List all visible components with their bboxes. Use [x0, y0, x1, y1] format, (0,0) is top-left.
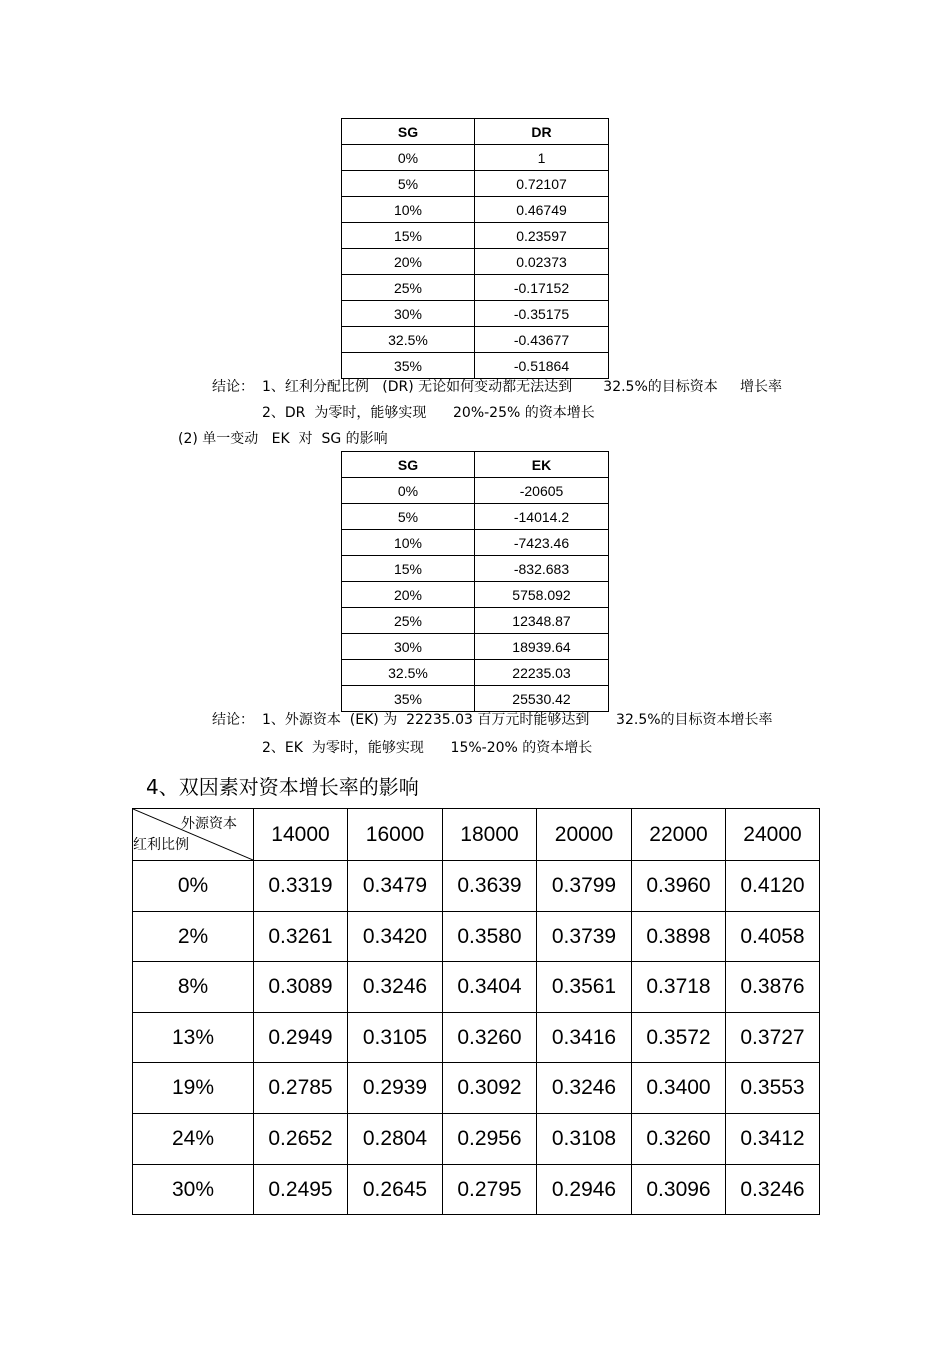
matrix-cell: 0.4120: [726, 861, 820, 912]
section-2-title: (2) 单一变动 EK 对 SG 的影响: [178, 431, 388, 447]
corner-label-external-capital: 外源资本: [181, 816, 237, 832]
matrix-cell: 0.2956: [443, 1114, 537, 1165]
value-cell: -0.35175: [475, 301, 609, 327]
table-row: [342, 145, 609, 171]
value-cell: -0.43677: [475, 327, 609, 353]
matrix-cell: 0.3412: [726, 1114, 820, 1165]
conclusion-1-label: 结论：: [212, 379, 254, 395]
sg-ek-table: [341, 451, 609, 712]
sg-cell: 32.5%: [342, 327, 475, 353]
table-row: [342, 504, 609, 530]
matrix-cell: 0.3260: [632, 1114, 726, 1165]
matrix-cell: 0.3960: [632, 861, 726, 912]
matrix-cell: 0.3479: [348, 861, 443, 912]
matrix-header-row: [133, 809, 820, 861]
table-row: [342, 327, 609, 353]
sg-cell: 5%: [342, 504, 475, 530]
matrix-cell: 0.2949: [254, 1013, 348, 1063]
matrix-cell: 0.3580: [443, 912, 537, 962]
matrix-cell: 0.3096: [632, 1165, 726, 1215]
matrix-cell: 0.3400: [632, 1063, 726, 1114]
sg-cell: 0%: [342, 145, 475, 171]
value-cell: 18939.64: [475, 634, 609, 660]
table-row: [342, 249, 609, 275]
sg-cell: 10%: [342, 530, 475, 556]
value-cell: 1: [475, 145, 609, 171]
matrix-cell: 0.2939: [348, 1063, 443, 1114]
value-cell: -14014.2: [475, 504, 609, 530]
sg-cell: 35%: [342, 686, 475, 712]
sg-cell: 10%: [342, 197, 475, 223]
corner-label-dividend-ratio: 红利比例: [133, 837, 189, 853]
value-cell: 0.46749: [475, 197, 609, 223]
matrix-cell: 0.3089: [254, 962, 348, 1013]
matrix-column-header: 16000: [348, 809, 443, 861]
sg-dr-table: [341, 118, 609, 379]
matrix-cell: 0.4058: [726, 912, 820, 962]
matrix-cell: 0.3799: [537, 861, 632, 912]
sg-cell: 15%: [342, 556, 475, 582]
table-row: [342, 275, 609, 301]
matrix-row-label: 13%: [133, 1013, 254, 1063]
column-header-ek: EK: [475, 452, 609, 478]
matrix-row: [133, 1165, 820, 1215]
value-cell: 22235.03: [475, 660, 609, 686]
matrix-cell: 0.3105: [348, 1013, 443, 1063]
section-4-title: 4、双因素对资本增长率的影响: [146, 775, 419, 799]
table-row: [342, 353, 609, 379]
table-row: [342, 478, 609, 504]
matrix-cell: 0.2785: [254, 1063, 348, 1114]
matrix-row: [133, 912, 820, 962]
table-row: [342, 582, 609, 608]
table-row: [342, 556, 609, 582]
column-header-sg: SG: [342, 119, 475, 145]
matrix-cell: 0.3108: [537, 1114, 632, 1165]
matrix-row-label: 19%: [133, 1063, 254, 1114]
sg-cell: 15%: [342, 223, 475, 249]
sg-cell: 30%: [342, 301, 475, 327]
table-row: [342, 223, 609, 249]
matrix-cell: 0.2652: [254, 1114, 348, 1165]
matrix-cell: 0.3639: [443, 861, 537, 912]
table-row: [342, 197, 609, 223]
matrix-cell: 0.3718: [632, 962, 726, 1013]
value-cell: -0.51864: [475, 353, 609, 379]
table-row: [342, 530, 609, 556]
column-header-sg: SG: [342, 452, 475, 478]
value-cell: 0.72107: [475, 171, 609, 197]
matrix-cell: 0.2495: [254, 1165, 348, 1215]
conclusion-1-line-2: 2、DR 为零时，能够实现 20%-25% 的资本增长: [262, 405, 595, 421]
matrix-column-header: 20000: [537, 809, 632, 861]
matrix-cell: 0.3246: [348, 962, 443, 1013]
matrix-corner-cell: [133, 809, 254, 861]
table-row: [342, 660, 609, 686]
matrix-row: [133, 1063, 820, 1114]
sg-cell: 25%: [342, 275, 475, 301]
two-factor-matrix-table: [132, 808, 820, 1215]
sg-cell: 20%: [342, 582, 475, 608]
matrix-cell: 0.2804: [348, 1114, 443, 1165]
matrix-cell: 0.2946: [537, 1165, 632, 1215]
matrix-cell: 0.2795: [443, 1165, 537, 1215]
table-header-row: [342, 119, 609, 145]
matrix-row-label: 2%: [133, 912, 254, 962]
matrix-column-header: 14000: [254, 809, 348, 861]
sg-cell: 25%: [342, 608, 475, 634]
matrix-column-header: 22000: [632, 809, 726, 861]
matrix-cell: 0.3246: [537, 1063, 632, 1114]
table-row: [342, 608, 609, 634]
sg-cell: 0%: [342, 478, 475, 504]
matrix-cell: 0.3572: [632, 1013, 726, 1063]
value-cell: 0.23597: [475, 223, 609, 249]
value-cell: 0.02373: [475, 249, 609, 275]
matrix-cell: 0.3739: [537, 912, 632, 962]
matrix-cell: 0.3553: [726, 1063, 820, 1114]
matrix-row: [133, 1114, 820, 1165]
matrix-cell: 0.2645: [348, 1165, 443, 1215]
matrix-row-label: 30%: [133, 1165, 254, 1215]
matrix-row: [133, 1013, 820, 1063]
sg-cell: 5%: [342, 171, 475, 197]
conclusion-2-label: 结论：: [212, 712, 254, 728]
conclusion-2-line-1: 1、外源资本 (EK) 为 22235.03 百万元时能够达到 32.5%的目标资本增长率: [262, 712, 773, 728]
sg-cell: 30%: [342, 634, 475, 660]
table-row: [342, 634, 609, 660]
value-cell: -832.683: [475, 556, 609, 582]
matrix-cell: 0.3246: [726, 1165, 820, 1215]
sg-cell: 35%: [342, 353, 475, 379]
matrix-cell: 0.3727: [726, 1013, 820, 1063]
matrix-cell: 0.3561: [537, 962, 632, 1013]
matrix-cell: 0.3416: [537, 1013, 632, 1063]
matrix-cell: 0.3404: [443, 962, 537, 1013]
matrix-row: [133, 962, 820, 1013]
matrix-cell: 0.3260: [443, 1013, 537, 1063]
matrix-row-label: 8%: [133, 962, 254, 1013]
table-row: [342, 171, 609, 197]
conclusion-2-line-2: 2、EK 为零时，能够实现 15%-20% 的资本增长: [262, 740, 593, 756]
column-header-dr: DR: [475, 119, 609, 145]
table-row: [342, 686, 609, 712]
matrix-cell: 0.3092: [443, 1063, 537, 1114]
value-cell: 25530.42: [475, 686, 609, 712]
conclusion-1-line-1: 1、红利分配比例 (DR) 无论如何变动都无法达到 32.5%的目标资本 增长率: [262, 379, 783, 395]
matrix-column-header: 24000: [726, 809, 820, 861]
matrix-cell: 0.3319: [254, 861, 348, 912]
value-cell: 12348.87: [475, 608, 609, 634]
matrix-cell: 0.3898: [632, 912, 726, 962]
value-cell: 5758.092: [475, 582, 609, 608]
sg-cell: 20%: [342, 249, 475, 275]
matrix-row-label: 0%: [133, 861, 254, 912]
matrix-row: [133, 861, 820, 912]
value-cell: -7423.46: [475, 530, 609, 556]
matrix-cell: 0.3876: [726, 962, 820, 1013]
table-row: [342, 301, 609, 327]
sg-cell: 32.5%: [342, 660, 475, 686]
matrix-cell: 0.3420: [348, 912, 443, 962]
value-cell: -20605: [475, 478, 609, 504]
matrix-column-header: 18000: [443, 809, 537, 861]
matrix-cell: 0.3261: [254, 912, 348, 962]
value-cell: -0.17152: [475, 275, 609, 301]
matrix-row-label: 24%: [133, 1114, 254, 1165]
table-header-row: [342, 452, 609, 478]
